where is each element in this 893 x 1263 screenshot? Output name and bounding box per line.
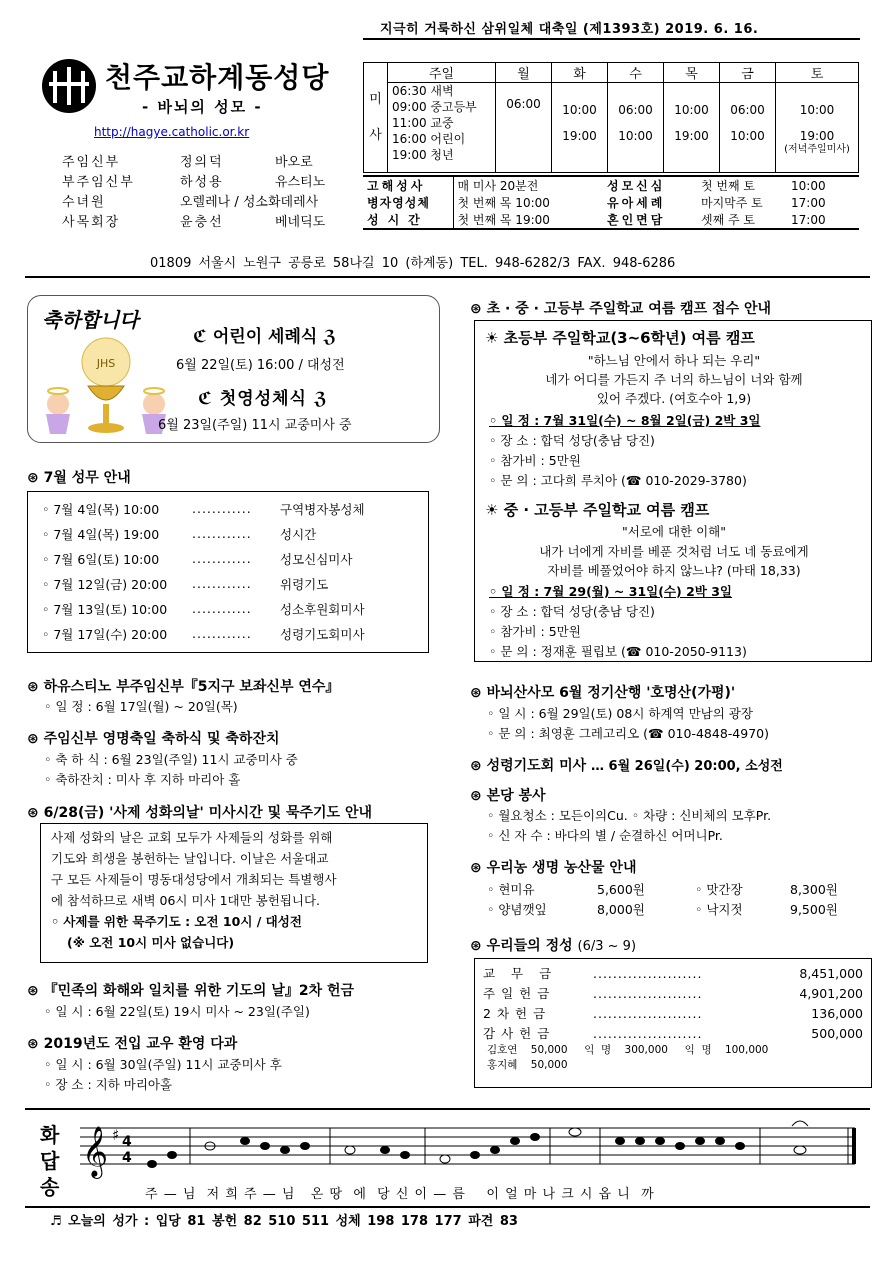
youth-camp-verse: 내가 너에게 자비를 베푼 것처럼 너도 네 동료에게: [539, 544, 809, 559]
offerings-period: (6/3 ~ 9): [577, 939, 637, 954]
saturday-mass-times: 10:00 19:00 (저녁주일미사): [776, 83, 859, 173]
sacrament-value: 첫 번째 토: [697, 176, 787, 194]
welcome-reception-title: ⊛ 2019년도 전입 교우 환영 다과: [27, 1036, 238, 1052]
reconciliation-collection-date: ◦ 일 시 : 6월 22일(토) 19시 미사 ~ 23일(주일): [44, 1004, 310, 1019]
offering-row: 주일헌금 ...................... 4,901,200: [483, 985, 863, 1001]
july-item: ◦ 7월 13일(토) 10:00 ............ 성소후원회미사: [42, 601, 365, 617]
congrats-date-communion: 6월 23일(주일) 11시 교중미사 중: [158, 418, 352, 433]
day-header: 금: [720, 63, 776, 83]
youth-camp-date: ◦ 일 정 : 7월 29(월) ~ 31일(수) 2박 3일: [489, 584, 732, 599]
psalm-lyrics: 주 — 님 저 희 주 — 님 온 땅 에 당 신 이 — 름 이 얼 마 나 크 시 옵 니 까: [145, 1187, 655, 1202]
psalm-bottom-rule: [25, 1206, 870, 1208]
offering-row: 교 무 금 ...................... 8,451,000: [483, 965, 863, 981]
monday-mass-times: 06:00: [496, 83, 552, 173]
chalice-host-label: JHS: [96, 357, 116, 370]
sunday-mass-times: 06:30 새벽 09:00 중고등부 11:00 교중 16:00 어린이 19:00 청년: [388, 83, 496, 173]
elementary-camp-theme: "하느님 안에서 하나 되는 우리": [587, 353, 761, 368]
treble-clef-icon: 𝄞: [82, 1126, 109, 1177]
staff-name: 윤충선: [180, 215, 224, 230]
sacrament-time: 17:00: [787, 211, 859, 229]
priest-day-note: (※ 오전 10시 미사 없습니다): [67, 935, 235, 950]
sacrament-label: 성모신심: [603, 176, 697, 194]
prayer-mass-detail: … 6월 26일(수) 20:00, 소성전: [591, 759, 783, 774]
staff-name: 정의덕: [180, 155, 224, 170]
church-patron: - 바뇌의 성모 -: [142, 98, 263, 116]
sacrament-row: [363, 176, 859, 194]
sacrament-row: [363, 211, 859, 229]
summer-camp-box: [474, 320, 872, 662]
feast-celebration-title: ⊛ 주임신부 영명축일 축하식 및 축하잔치: [27, 731, 280, 747]
elementary-camp-date: ◦ 일 정 : 7월 31일(수) ~ 8월 2일(금) 2박 3일: [489, 413, 761, 428]
sacrament-value: 첫 번째 목 19:00: [453, 211, 603, 229]
time-signature-icon: 4: [122, 1150, 132, 1166]
priest-day-rosary: ◦ 사제를 위한 묵주기도 : 오전 10시 / 대성전: [51, 914, 302, 929]
vicar-training-title: ⊛ 하유스티노 부주임신부『5지구 보좌신부 연수』: [27, 679, 340, 695]
july-item: ◦ 7월 17일(수) 20:00 ............ 성령기도회미사: [42, 626, 365, 642]
parish-service-members: ◦ 신 자 수 : 바다의 별 / 순결하신 어머니Pr.: [487, 828, 723, 843]
hiking-contact: ◦ 문 의 : 최영훈 그레고리오 (☎ 010-4848-4970): [487, 726, 769, 741]
staff-row: [62, 173, 325, 193]
vicar-training-date: ◦ 일 정 : 6월 17일(월) ~ 20일(목): [44, 699, 238, 714]
elementary-camp-verse: 네가 어디를 가든지 주 너의 하느님이 너와 함께: [545, 372, 803, 387]
wednesday-mass-times: 06:00 10:00: [608, 83, 664, 173]
hiking-date: ◦ 일 시 : 6월 29일(토) 08시 하계역 만남의 광장: [487, 706, 753, 721]
church-logo-icon: [40, 57, 98, 115]
sacrament-label: 유아세례: [607, 196, 666, 210]
sacrament-schedule-table: [363, 175, 859, 230]
priest-day-text: 기도와 희생을 봉헌하는 날입니다. 이날은 서울대교: [51, 851, 329, 866]
july-item: ◦ 7월 4일(목) 10:00 ............ 구역병자봉성체: [42, 501, 365, 517]
header-rule: [363, 38, 860, 40]
church-name: 천주교하계동성당: [105, 61, 330, 94]
staff-name: 하성용: [180, 175, 224, 190]
welcome-reception-date: ◦ 일 시 : 6월 30일(주일) 11시 교중미사 후: [44, 1057, 282, 1072]
time-signature-icon: 4: [122, 1134, 132, 1150]
farm-product: ◦ 양념깻잎 8,000원: [487, 902, 645, 917]
staff-role: 수녀원: [62, 195, 106, 210]
congrats-box: [27, 295, 440, 443]
congrats-date-baptism: 6월 22일(토) 16:00 / 대성전: [176, 358, 345, 373]
offering-row: 2차헌금 ...................... 136,000: [483, 1005, 863, 1021]
elementary-camp-title: ☀ 초등부 주일학교(3~6학년) 여름 캠프: [485, 329, 755, 347]
sacrament-value: 매 미사 20분전: [453, 176, 603, 194]
sharp-icon: ♯: [112, 1126, 120, 1144]
sacrament-label: 병자영성체: [367, 196, 430, 210]
offering-donor-line: 김호연 50,000 익 명 300,000 익 명 100,000: [487, 1044, 769, 1056]
todays-hymns: ♬ 오늘의 성가 : 입당 81 봉헌 82 510 511 성체 198 178 177 파견 83: [50, 1214, 518, 1229]
day-header: 화: [552, 63, 608, 83]
elementary-camp-place: ◦ 장 소 : 합덕 성당(충남 당진): [489, 433, 655, 448]
staff-role: 부주임신부: [62, 175, 135, 190]
sacrament-label: 혼인면담: [603, 211, 697, 229]
summer-camp-title: ⊛ 초 · 중 · 고등부 주일학교 여름 캠프 접수 안내: [470, 301, 772, 317]
staff-list: [62, 153, 325, 233]
farm-products-title: ⊛ 우리농 생명 농산물 안내: [470, 860, 637, 876]
staff-title: 베네딕도: [275, 215, 326, 230]
july-schedule-box: [27, 491, 429, 653]
youth-camp-place: ◦ 장 소 : 합덕 성당(충남 당진): [489, 604, 655, 619]
day-header: 주일: [388, 63, 496, 83]
mass-row-label: 미사: [364, 63, 388, 173]
hiking-title: ⊛ 바뇌산사모 6월 정기산행 '호명산(가평)': [470, 685, 736, 701]
congrats-banner: 축하합니다: [42, 308, 139, 332]
july-schedule-title: ⊛ 7월 성무 안내: [27, 470, 131, 486]
youth-camp-verse: 자비를 베풀었어야 하지 않느냐? (마태 18,33): [547, 563, 801, 578]
day-header: 목: [664, 63, 720, 83]
psalm-label: 화 답 송: [40, 1123, 60, 1199]
sacrament-time: 10:00: [787, 176, 859, 194]
sacrament-value: 마지막주 토: [701, 196, 763, 210]
chalice-angels-illustration-icon: [36, 334, 176, 439]
staff-name: 오렐레나 / 성소화데레사: [180, 195, 319, 210]
elementary-camp-verse: 있어 주겠다. (여호수아 1,9): [596, 391, 752, 406]
staff-title: 유스티노: [275, 175, 326, 190]
staff-row: [62, 213, 325, 233]
youth-camp-title: ☀ 중 · 고등부 주일학교 여름 캠프: [485, 501, 710, 519]
parish-service-title: ⊛ 본당 봉사: [470, 788, 546, 804]
thursday-mass-times: 10:00 19:00: [664, 83, 720, 173]
priest-day-text: 사제 성화의 날은 교회 모두가 사제들의 성화를 위해: [51, 830, 333, 845]
prayer-mass-title: ⊛ 성령기도회 미사 … 6월 26일(수) 20:00, 소성전: [470, 758, 783, 774]
psalm-music-staff: [80, 1118, 860, 1180]
mass-schedule-table: [363, 62, 859, 173]
address-rule: [25, 276, 870, 278]
friday-mass-times: 06:00 10:00: [720, 83, 776, 173]
offering-donor-line: 홍지혜 50,000: [487, 1059, 568, 1071]
day-header: 토: [776, 63, 859, 83]
staff-role: 주임신부: [62, 155, 121, 170]
july-item: ◦ 7월 4일(목) 19:00 ............ 성시간: [42, 526, 317, 542]
sacrament-value: 첫 번째 목 10:00: [453, 194, 603, 211]
congrats-title-communion: ℭ 첫영성체식 ℨ: [198, 389, 328, 409]
bulletin-issue-line: 지극히 거룩하신 삼위일체 대축일 (제1393호) 2019. 6. 16.: [380, 22, 759, 37]
priest-day-box: [40, 823, 428, 963]
sacrament-time: 17:00: [791, 195, 826, 210]
music-notes-icon: [147, 1128, 806, 1168]
sacrament-value: 셋째 주 토: [697, 211, 787, 229]
priest-day-text: 에 참석하므로 새벽 06시 미사 1대만 봉헌됩니다.: [51, 893, 321, 908]
reconciliation-collection-title: ⊛ 『민족의 화해와 일치를 위한 기도의 날』2차 헌금: [27, 983, 355, 999]
tuesday-mass-times: 10:00 19:00: [552, 83, 608, 173]
sacrament-row: [363, 194, 859, 211]
staff-row: [62, 193, 325, 213]
church-url-link[interactable]: http://hagye.catholic.or.kr: [94, 125, 250, 139]
offerings-box: [474, 958, 872, 1088]
offerings-title: ⊛ 우리들의 정성 (6/3 ~ 9): [470, 938, 637, 954]
elementary-camp-contact: ◦ 문 의 : 고다희 루치아 (☎ 010-2029-3780): [489, 473, 747, 488]
priest-day-text: 구 모든 사제들이 명동대성당에서 개최되는 특별행사: [51, 872, 337, 887]
elementary-camp-fee: ◦ 참가비 : 5만원: [489, 453, 581, 468]
farm-product: ◦ 현미유 5,600원: [487, 882, 645, 897]
sacrament-label: 고해성사: [363, 176, 453, 194]
feast-celebration-ceremony: ◦ 축 하 식 : 6월 23일(주일) 11시 교중미사 중: [44, 752, 298, 767]
day-header: 수: [608, 63, 664, 83]
youth-camp-fee: ◦ 참가비 : 5만원: [489, 624, 581, 639]
july-item: ◦ 7월 6일(토) 10:00 ............ 성모신심미사: [42, 551, 353, 567]
congrats-title-baptism: ℭ 어린이 세례식 ℨ: [193, 327, 337, 347]
youth-camp-theme: "서로에 대한 이해": [622, 524, 726, 539]
staff-row: [62, 153, 325, 173]
offering-row: 감사헌금 ...................... 500,000: [483, 1025, 863, 1041]
fermata-icon: [792, 1121, 808, 1126]
feast-celebration-party: ◦ 축하잔치 : 미사 후 지하 마리아 홀: [44, 772, 241, 787]
july-item: ◦ 7월 12일(금) 20:00 ............ 위령기도: [42, 576, 329, 592]
day-header: 월: [496, 63, 552, 83]
staff-role: 사목회장: [62, 215, 121, 230]
sacrament-label: 성시간: [363, 211, 453, 229]
priest-day-title: ⊛ 6/28(금) '사제 성화의날' 미사시간 및 묵주기도 안내: [27, 805, 372, 821]
farm-product: ◦ 맛간장 8,300원: [695, 882, 838, 897]
parish-service-cleaning: ◦ 월요청소 : 모든이의Cu. ◦ 차량 : 신비체의 모후Pr.: [487, 808, 772, 823]
youth-camp-contact: ◦ 문 의 : 정재훈 필립보 (☎ 010-2050-9113): [489, 644, 747, 659]
psalm-top-rule: [25, 1108, 870, 1110]
farm-product: ◦ 낙지젓 9,500원: [695, 902, 838, 917]
welcome-reception-place: ◦ 장 소 : 지하 마리아홀: [44, 1077, 173, 1092]
staff-title: 바오로: [275, 155, 313, 170]
church-address: 01809 서울시 노원구 공릉로 58나길 10 (하계동) TEL. 948-6282/3 FAX. 948-6286: [150, 256, 676, 271]
